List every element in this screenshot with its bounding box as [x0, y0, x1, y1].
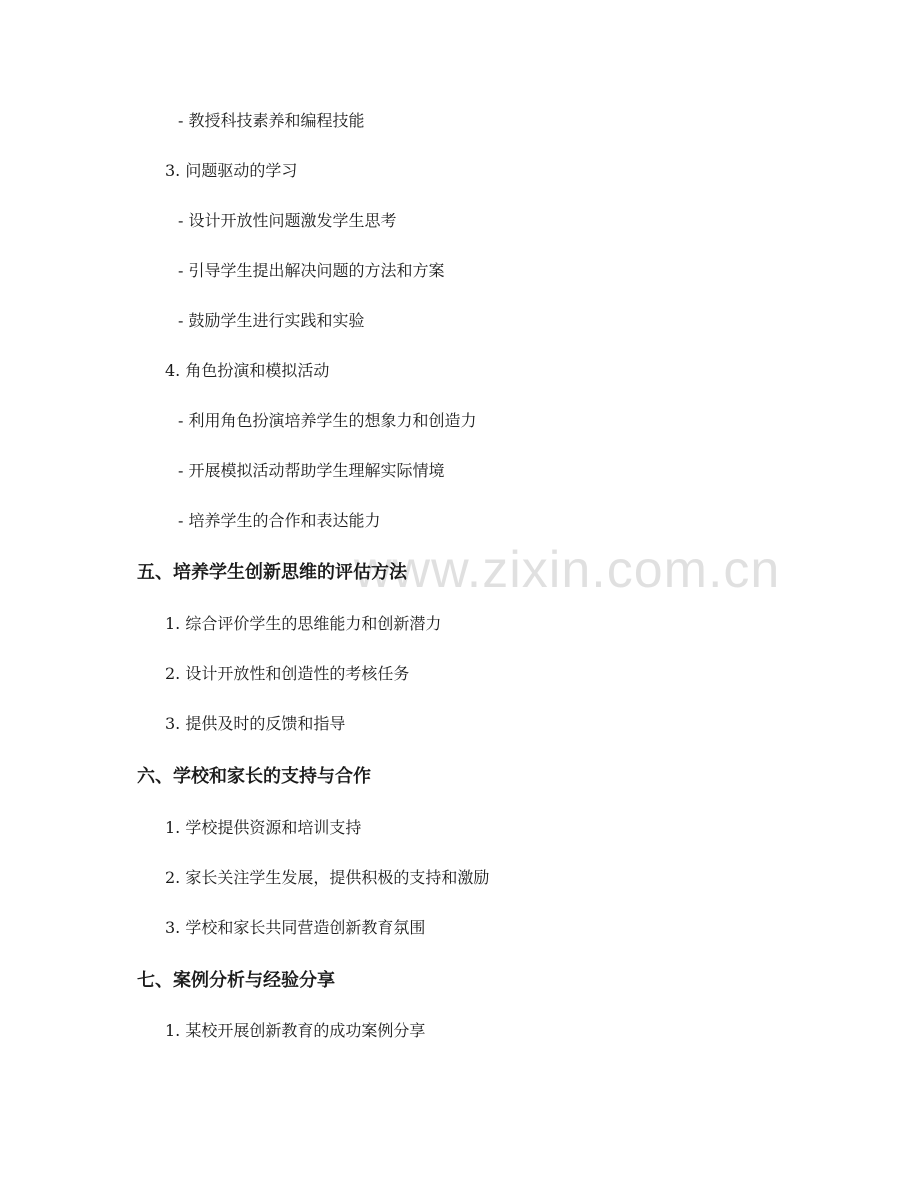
section-heading-school-parents: 六、学校和家长的支持与合作: [137, 766, 371, 787]
list-item-problem-driven-learning: 3. 问题驱动的学习: [165, 161, 298, 180]
list-item-open-tasks: 2. 设计开放性和创造性的考核任务: [165, 664, 410, 683]
sub-point-practice-experiments: - 鼓励学生进行实践和实验: [178, 311, 365, 330]
list-item-comprehensive-evaluation: 1. 综合评价学生的思维能力和创新潜力: [165, 614, 442, 633]
list-item-role-play: 4. 角色扮演和模拟活动: [165, 361, 330, 380]
list-item-school-resources: 1. 学校提供资源和培训支持: [165, 818, 362, 837]
list-item-case-sharing: 1. 某校开展创新教育的成功案例分享: [165, 1021, 426, 1040]
list-item-joint-atmosphere: 3. 学校和家长共同营造创新教育氛围: [165, 918, 426, 937]
watermark: www.zixin.com.cn: [354, 541, 781, 599]
sub-point-tech-literacy: - 教授科技素养和编程技能: [178, 111, 365, 130]
list-item-parent-support: 2. 家长关注学生发展，提供积极的支持和激励: [165, 868, 490, 887]
sub-point-simulation: - 开展模拟活动帮助学生理解实际情境: [178, 461, 445, 480]
list-item-feedback: 3. 提供及时的反馈和指导: [165, 714, 346, 733]
sub-point-imagination: - 利用角色扮演培养学生的想象力和创造力: [178, 411, 477, 430]
sub-point-open-questions: - 设计开放性问题激发学生思考: [178, 211, 397, 230]
sub-point-solution-methods: - 引导学生提出解决问题的方法和方案: [178, 261, 445, 280]
sub-point-cooperation: - 培养学生的合作和表达能力: [178, 511, 381, 530]
section-heading-assessment: 五、培养学生创新思维的评估方法: [137, 562, 407, 583]
section-heading-case-study: 七、案例分析与经验分享: [137, 970, 335, 991]
